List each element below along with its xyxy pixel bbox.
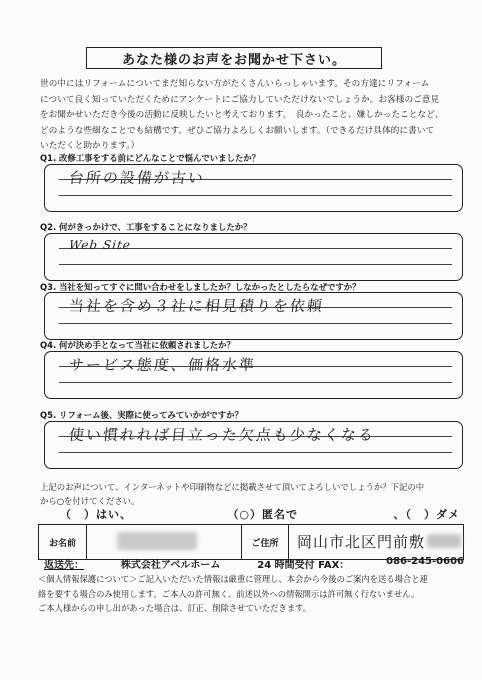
privacy-line: ご本人様からの申し出があった場合は、訂正、削除させていただきます。 bbox=[38, 603, 312, 613]
question-5-label: Q5. リフォーム後、実際に使ってみていかがですか？ bbox=[40, 410, 243, 420]
name-label: お名前 bbox=[39, 525, 87, 559]
fax-label: 24 時間受付 FAX： bbox=[257, 560, 350, 571]
answer-box-2 bbox=[44, 233, 463, 281]
intro-line: について良く知っていただくためにアンケートにご協力していただけないでしょうか。お客様のご意見 bbox=[40, 94, 440, 105]
privacy-line: 絡を要する場合のみ使用します。ご本人の許可無く、前述以外への情報開示は許可無く行ないません。 bbox=[38, 588, 420, 599]
question-3-label: Q3. 当社を知ってすぐに問い合わせをしましたか？しなかったとしたらなぜですか？ bbox=[40, 282, 361, 292]
answer-box-4 bbox=[44, 351, 463, 399]
answer-4-handwriting: サービス態度、価格水準 bbox=[68, 356, 257, 374]
privacy-notice bbox=[38, 572, 468, 616]
question-1-label: Q1. 改修工事をする前にどんなことで悩んでいましたか？ bbox=[40, 153, 261, 163]
consent-text bbox=[40, 480, 465, 508]
privacy-line: ＜個人情報保護について＞ご記入いただいた情報は厳重に管理し、本会から今後のご案内を送る場合と連 bbox=[38, 574, 428, 584]
consent-line: 上記のお声について、インターネットや印刷物などに掲載させて頂いてよろしいでしょうか？下記の中 bbox=[40, 482, 425, 492]
redacted-address bbox=[427, 534, 461, 548]
intro-line: 世の中にはリフォームについてまだ知らない方がたくさんいらっしゃいます。その方達にリフォーム bbox=[40, 79, 430, 89]
return-label: 返送先： bbox=[44, 560, 84, 571]
answer-2-handwriting: Web Site bbox=[68, 238, 132, 252]
contact-table bbox=[38, 524, 464, 560]
ruled-line bbox=[59, 195, 452, 196]
answer-5-handwriting: 使い慣れれば目立った欠点も少なくなる bbox=[68, 426, 376, 444]
answer-3-handwriting: 当社を含め３社に相見積りを依頼 bbox=[68, 297, 325, 315]
intro-text bbox=[40, 77, 460, 155]
ruled-line bbox=[59, 323, 452, 324]
intro-line: をお聞かせいただき今後の活動に反映したいと考えております。 良かったこと、嫌しかったことなど、 bbox=[40, 110, 444, 120]
ruled-line bbox=[59, 382, 452, 383]
answer-1-handwriting: 台所の設備が古い bbox=[68, 169, 206, 187]
choice-yes[interactable]: （ ）はい、 bbox=[60, 508, 132, 521]
address-handwriting: 岡山市北区門前敷 bbox=[297, 533, 426, 551]
page-title: あなた様のお声をお聞かせ下さい。 bbox=[86, 47, 382, 69]
intro-line: どのような些細なことでも結構です。ぜひご協力よろしくお願いします。（できるだけ具体的に書いて bbox=[40, 125, 435, 136]
question-4-label: Q4. 何が決め手となって当社に依頼されましたか？ bbox=[40, 340, 235, 350]
question-2-label: Q2. 何がきっかけで、工事をすることになりましたか？ bbox=[40, 222, 252, 232]
choice-anonymous[interactable]: （○）匿名で bbox=[227, 508, 299, 521]
fax-number: 086-245-0606 bbox=[386, 556, 464, 567]
redacted-name bbox=[117, 532, 197, 550]
return-address-line bbox=[44, 556, 464, 571]
answer-box-5 bbox=[44, 421, 463, 469]
answer-box-1 bbox=[44, 164, 463, 212]
return-company: 株式会社アベルホーム bbox=[120, 560, 221, 571]
consent-line: から○を付けてください。 bbox=[40, 496, 140, 506]
choice-no[interactable]: 、（ ）ダメ bbox=[393, 508, 460, 521]
ruled-line bbox=[59, 452, 452, 453]
publication-choice-row bbox=[60, 506, 460, 522]
ruled-line bbox=[59, 264, 452, 265]
answer-box-3 bbox=[44, 292, 463, 340]
intro-line: いただくと助かります。） bbox=[40, 141, 140, 151]
address-label: ご住所 bbox=[241, 525, 289, 559]
